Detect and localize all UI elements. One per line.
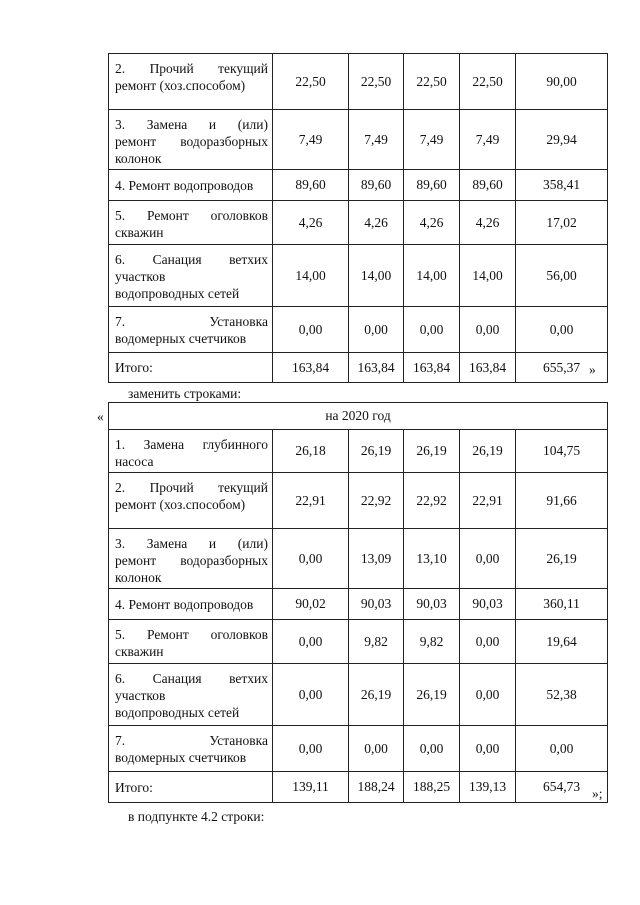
row-name-line: участков: [115, 688, 166, 703]
row-value-cell: 26,19: [349, 430, 404, 473]
row-value-cell: 0,00: [460, 726, 516, 772]
row-value-cell: 14,00: [273, 245, 349, 307]
row-name-line: Итого:: [115, 779, 153, 795]
row-total-cell: 654,73: [516, 772, 608, 803]
row-name-line: водомерных счетчиков: [115, 750, 247, 765]
row-total-cell: 104,75: [516, 430, 608, 473]
row-total-cell: 29,94: [516, 110, 608, 170]
row-value-cell: 9,82: [404, 620, 460, 664]
row-name-cell: [109, 529, 273, 589]
row-total-cell: 19,64: [516, 620, 608, 664]
row-name-line: колонок: [115, 151, 162, 166]
table-row: [109, 726, 608, 772]
row-total-cell: 56,00: [516, 245, 608, 307]
replace-instruction: заменить строками:: [128, 386, 242, 401]
budget-table-replacement: [108, 402, 608, 803]
row-name-line: скважин: [115, 225, 164, 240]
row-value-cell: 0,00: [404, 307, 460, 353]
row-name-line: Итого:: [115, 360, 153, 375]
row-value-cell: 188,25: [404, 772, 460, 803]
row-total-cell: 358,41: [516, 170, 608, 201]
row-value-cell: 0,00: [460, 529, 516, 589]
row-name-cell: [109, 170, 273, 201]
row-name-line: 7. Установка: [115, 314, 268, 329]
row-value-cell: 90,03: [404, 589, 460, 620]
row-name-line: 4. Ремонт водопроводов: [115, 596, 254, 612]
row-value-cell: 26,19: [349, 664, 404, 726]
table-row: [109, 473, 608, 529]
row-name-cell: [109, 353, 273, 383]
row-value-cell: 0,00: [349, 726, 404, 772]
row-value-cell: 22,50: [460, 54, 516, 110]
table-row: [109, 772, 608, 803]
row-total-cell: 0,00: [516, 307, 608, 353]
row-name-line: 4. Ремонт водопроводов: [115, 177, 254, 193]
row-value-cell: 4,26: [349, 201, 404, 245]
row-name-line: ремонт водоразборных: [115, 553, 268, 568]
table-row: [109, 170, 608, 201]
row-name-line: ремонт (хоз.способом): [115, 497, 246, 512]
row-total-cell: 90,00: [516, 54, 608, 110]
row-name-line: 6. Санация ветхих: [115, 252, 268, 267]
row-name-cell: [109, 430, 273, 473]
row-value-cell: 163,84: [273, 353, 349, 383]
row-name-line: насоса: [115, 454, 154, 469]
row-name-line: водопроводных сетей: [115, 705, 240, 720]
row-value-cell: 188,24: [349, 772, 404, 803]
table-row: [109, 245, 608, 307]
row-value-cell: 4,26: [273, 201, 349, 245]
row-name-cell: [109, 307, 273, 353]
table-row: [109, 620, 608, 664]
row-name-line: ремонт водоразборных: [115, 134, 268, 149]
row-value-cell: 89,60: [273, 170, 349, 201]
row-total-cell: 17,02: [516, 201, 608, 245]
row-value-cell: 9,82: [349, 620, 404, 664]
row-value-cell: 89,60: [460, 170, 516, 201]
row-name-cell: [109, 54, 273, 110]
opening-quote: «: [97, 409, 104, 424]
row-value-cell: 0,00: [460, 664, 516, 726]
closing-quote: »: [589, 362, 596, 377]
table-row: [109, 110, 608, 170]
row-value-cell: 0,00: [349, 307, 404, 353]
table-row: [109, 307, 608, 353]
row-name-line: 2. Прочий текущий: [115, 61, 268, 76]
row-name-cell: [109, 772, 273, 803]
row-value-cell: 89,60: [404, 170, 460, 201]
row-value-cell: 22,92: [349, 473, 404, 529]
row-value-cell: 22,50: [404, 54, 460, 110]
row-value-cell: 0,00: [273, 307, 349, 353]
closing-quote-semicolon: »;: [592, 786, 603, 801]
row-value-cell: 7,49: [349, 110, 404, 170]
row-value-cell: 4,26: [460, 201, 516, 245]
row-name-line: 5. Ремонт оголовков: [115, 627, 268, 642]
row-value-cell: 163,84: [404, 353, 460, 383]
row-name-cell: [109, 726, 273, 772]
table-header-row: [109, 403, 608, 430]
row-total-cell: 91,66: [516, 473, 608, 529]
row-value-cell: 14,00: [460, 245, 516, 307]
row-value-cell: 7,49: [460, 110, 516, 170]
row-value-cell: 22,50: [273, 54, 349, 110]
row-value-cell: 90,02: [273, 589, 349, 620]
row-name-line: 3. Замена и (или): [115, 536, 268, 551]
table-row: [109, 201, 608, 245]
table2-body: [109, 403, 608, 803]
row-value-cell: 90,03: [349, 589, 404, 620]
row-value-cell: 0,00: [404, 726, 460, 772]
row-name-cell: [109, 620, 273, 664]
row-total-cell: 655,37: [516, 353, 608, 383]
row-value-cell: 13,09: [349, 529, 404, 589]
row-value-cell: 7,49: [273, 110, 349, 170]
row-value-cell: 163,84: [349, 353, 404, 383]
row-name-line: водопроводных сетей: [115, 286, 240, 301]
row-value-cell: 0,00: [273, 529, 349, 589]
table-row: [109, 430, 608, 473]
row-name-line: 7. Установка: [115, 733, 268, 748]
row-name-line: 2. Прочий текущий: [115, 480, 268, 495]
row-name-line: участков: [115, 269, 166, 284]
row-name-cell: [109, 245, 273, 307]
row-value-cell: 26,18: [273, 430, 349, 473]
row-value-cell: 26,19: [404, 430, 460, 473]
row-total-cell: 360,11: [516, 589, 608, 620]
row-value-cell: 0,00: [460, 620, 516, 664]
row-value-cell: 90,03: [460, 589, 516, 620]
row-value-cell: 26,19: [460, 430, 516, 473]
table-row: [109, 589, 608, 620]
row-value-cell: 139,11: [273, 772, 349, 803]
row-name-cell: [109, 664, 273, 726]
row-total-cell: 52,38: [516, 664, 608, 726]
row-value-cell: 14,00: [349, 245, 404, 307]
row-name-line: ремонт (хоз.способом): [115, 78, 246, 93]
row-value-cell: 22,91: [273, 473, 349, 529]
table-row: [109, 664, 608, 726]
row-value-cell: 26,19: [404, 664, 460, 726]
row-value-cell: 0,00: [460, 307, 516, 353]
row-value-cell: 14,00: [404, 245, 460, 307]
row-total-cell: 26,19: [516, 529, 608, 589]
table-row: [109, 353, 608, 383]
table-row: [109, 54, 608, 110]
row-name-line: колонок: [115, 570, 162, 585]
row-value-cell: 4,26: [404, 201, 460, 245]
row-value-cell: 139,13: [460, 772, 516, 803]
row-name-line: 5. Ремонт оголовков: [115, 208, 268, 223]
year-header: на 2020 год: [109, 403, 608, 430]
row-value-cell: 0,00: [273, 620, 349, 664]
row-value-cell: 0,00: [273, 726, 349, 772]
row-name-line: водомерных счетчиков: [115, 331, 247, 346]
row-value-cell: 22,91: [460, 473, 516, 529]
row-value-cell: 0,00: [273, 664, 349, 726]
row-value-cell: 13,10: [404, 529, 460, 589]
table-row: [109, 529, 608, 589]
budget-table-original: [108, 53, 608, 383]
row-name-cell: [109, 473, 273, 529]
row-value-cell: 22,50: [349, 54, 404, 110]
row-name-cell: [109, 110, 273, 170]
row-value-cell: 22,92: [404, 473, 460, 529]
row-value-cell: 89,60: [349, 170, 404, 201]
row-name-cell: [109, 201, 273, 245]
row-name-line: 3. Замена и (или): [115, 117, 268, 132]
table1-body: [109, 54, 608, 383]
row-name-line: 6. Санация ветхих: [115, 671, 268, 686]
row-value-cell: 163,84: [460, 353, 516, 383]
row-value-cell: 7,49: [404, 110, 460, 170]
row-name-line: 1. Замена глубинного: [115, 437, 268, 452]
row-total-cell: 0,00: [516, 726, 608, 772]
row-name-line: скважин: [115, 644, 164, 659]
row-name-cell: [109, 589, 273, 620]
subpoint-instruction: в подпункте 4.2 строки:: [128, 809, 265, 824]
